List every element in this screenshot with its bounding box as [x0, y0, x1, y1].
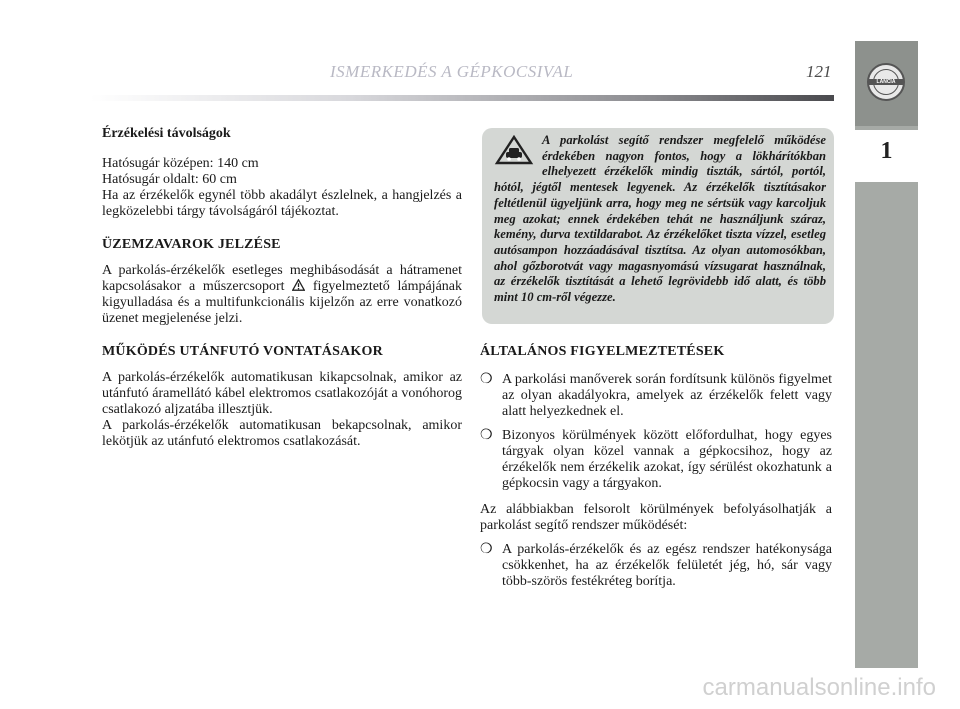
warning-triangle-icon: [494, 135, 538, 165]
page-number: 121: [806, 62, 832, 81]
towing-heading: MŰKÖDÉS UTÁNFUTÓ VONTATÁSAKOR: [102, 344, 383, 359]
bullet-circle-icon: ❍: [480, 428, 493, 443]
watermark: carmanualsonline.info: [702, 674, 936, 701]
range-note: Ha az érzékelők egynél több akadályt észlelnek, a hangjelzés a legközelebbi tárgy távolságáról tájékoztat.: [102, 188, 462, 219]
list-item: ❍ Bizonyos körülmények között előfordulhat, hogy egyes tárgyak olyan közel vannak a gépkocsihoz, hogy az érzékelők nem érzékelik azokat, így sérülést okozhatunk a gépkocsin vagy a tárgyakon.: [480, 428, 832, 491]
fault-text: [102, 263, 462, 327]
fault-text-part-2: figyelmeztető lámpájának kigyulladása és a multifunkcionális kijelzőn az erre vonatkozó üzenet megjelenése jelzi.: [102, 279, 462, 326]
conditions-intro: Az alábbiakban felsorolt körülmények befolyásolhatják a parkolást segítő rendszer működését:: [480, 502, 832, 533]
warning-light-icon: [292, 279, 313, 294]
logo-text: LANCIA: [869, 79, 903, 85]
chapter-number: 1: [880, 138, 893, 164]
header-title: ISMERKEDÉS A GÉPKOCSIVAL: [330, 62, 574, 81]
bullet-circle-icon: ❍: [480, 372, 493, 387]
warning-text: [494, 133, 826, 306]
list-item: ❍ A parkolás-érzékelők és az egész rendszer hatékonysága csökkenhet, ha az érzékelők felületét jég, hó, sár vagy több-szörös festékréteg borítja.: [480, 542, 832, 589]
towing-text-2: A parkolás-érzékelők automatikusan bekapcsolnak, amikor lekötjük az utánfutó elektromos csatlakozását.: [102, 418, 462, 449]
range-center: Hatósugár középen: 140 cm: [102, 156, 259, 171]
warning-body: A parkolást segítő rendszer megfelelő működése érdekében nagyon fontos, hogy a lökhárítókban elhelyezett érzékelők mindig tiszták, sártól, portól, hótól, jégtől mentesek legyenek. Az érzékelők tisztításakor feltétlenül ügyeljünk arra, hogy meg ne sértsük vagy karcoljuk meg azokat; ennek érdekében tehát ne használjunk száraz, kemény, durva textildarabot. Az érzékelőket tiszta vízzel, esetleg autósampon hozzáadásával tisztítsa. Az olyan automosókban, ahol gőzborotvát vagy magasnyomású vízsugarat használnak, az érzékelők tisztítását a lehető legrövidebb idő alatt, és több mint 10 cm-ről végezze.: [494, 133, 826, 305]
lancia-logo-icon: [867, 63, 905, 101]
general-bullets: [480, 372, 832, 492]
logo-box: [855, 41, 918, 126]
bullet-circle-icon: ❍: [480, 542, 493, 557]
chapter-box: [855, 130, 918, 182]
range-side: Hatósugár oldalt: 60 cm: [102, 172, 237, 187]
right-column: [480, 344, 832, 590]
warning-box: [482, 128, 834, 324]
towing-text-1: A parkolás-érzékelők automatikusan kikapcsolnak, amikor az utánfutó áramellátó kábel elektromos csatlakozóját a vonóhorog csatlakozó aljzatába illesztjük.: [102, 370, 462, 417]
conditions-bullets: [480, 542, 832, 590]
chapter-side-tab: [855, 41, 918, 668]
ranges-heading: Érzékelési távolságok: [102, 126, 231, 141]
general-heading: ÁLTALÁNOS FIGYELMEZTETÉSEK: [480, 344, 725, 359]
list-item: ❍ A parkolási manőverek során fordítsunk különös figyelmet az olyan akadályokra, amelyek az érzékelők felett vagy alatt helyezkednek el.: [480, 372, 832, 419]
header-rule: [90, 95, 834, 101]
left-column: [102, 120, 462, 450]
fault-text-part-1: A parkolás-érzékelők esetleges meghibásodását a hátramenet kapcsolásakor a műszercsoport: [102, 263, 462, 294]
fault-heading: ÜZEMZAVAROK JELZÉSE: [102, 237, 281, 252]
